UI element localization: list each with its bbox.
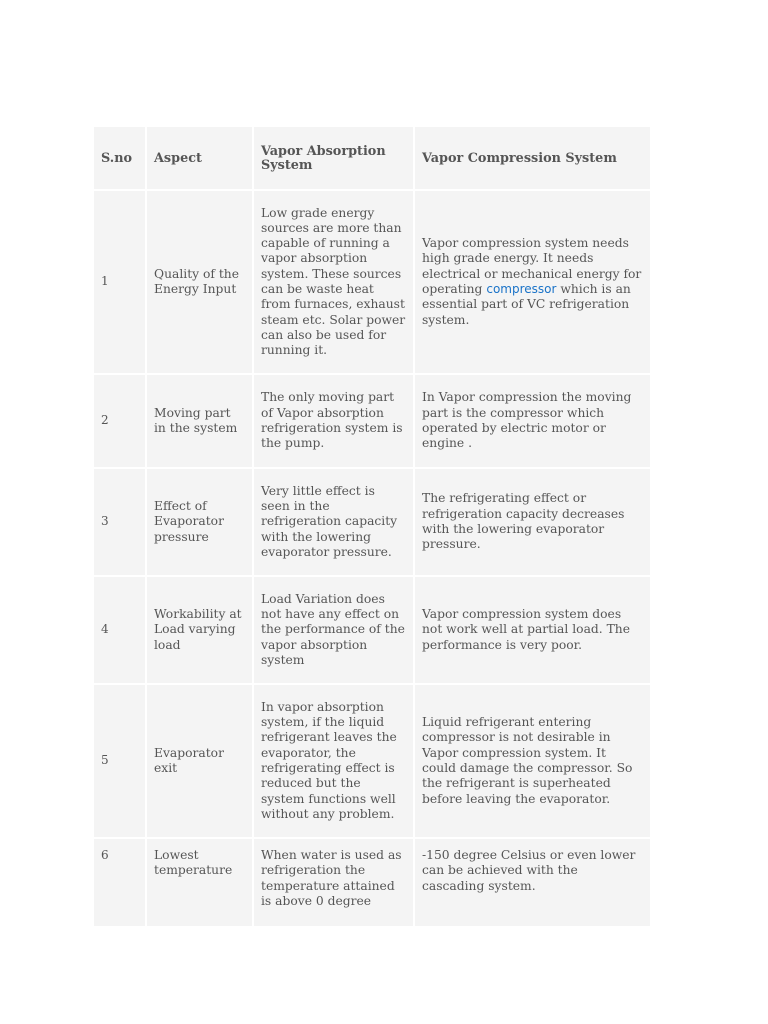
cell-compression: In Vapor compression the moving part is the compressor which operated by electric motor or engine . [414, 374, 650, 468]
cell-compression: Vapor compression system does not work well at partial load. The performance is very poor. [414, 576, 650, 684]
cell-sno: 6 [94, 838, 146, 927]
table-row [94, 468, 650, 576]
cell-compression: Liquid refrigerant entering compressor is not desirable in Vapor compression system. It could damage the compressor. So the refrigerant is superheated before leaving the evaporator. [414, 684, 650, 838]
cell-aspect: Moving part in the system [146, 374, 253, 468]
table-header-row [94, 127, 650, 190]
cell-sno: 5 [94, 684, 146, 838]
cell-absorption: When water is used as refrigeration the temperature attained is above 0 degree [253, 838, 414, 927]
header-sno: S.no [94, 127, 146, 190]
cell-sno: 1 [94, 190, 146, 374]
cell-compression: The refrigerating effect or refrigeration capacity decreases with the lowering evaporator pressure. [414, 468, 650, 576]
comparison-table [94, 127, 650, 928]
cell-absorption: The only moving part of Vapor absorption refrigeration system is the pump. [253, 374, 414, 468]
cell-compression-text-post: which is an essential part of VC refrigeration system. [422, 282, 631, 327]
cell-sno: 2 [94, 374, 146, 468]
cell-aspect: Lowest temperature [146, 838, 253, 927]
table-row [94, 684, 650, 838]
cell-aspect: Quality of the Energy Input [146, 190, 253, 374]
table-row [94, 374, 650, 468]
header-compression: Vapor Compression System [414, 127, 650, 190]
cell-compression: -150 degree Celsius or even lower can be achieved with the cascading system. [414, 838, 650, 927]
cell-aspect: Workability at Load varying load [146, 576, 253, 684]
header-absorption: Vapor Absorption System [253, 127, 414, 190]
cell-sno: 3 [94, 468, 146, 576]
cell-aspect: Effect of Evaporator pressure [146, 468, 253, 576]
cell-aspect: Evaporator exit [146, 684, 253, 838]
cell-sno: 4 [94, 576, 146, 684]
cell-compression-text-pre: Vapor compression system needs high grade energy. It needs electrical or mechanical energy for operating [422, 236, 642, 296]
cell-absorption: Load Variation does not have any effect on the performance of the vapor absorption system [253, 576, 414, 684]
table-row [94, 838, 650, 927]
cell-absorption: Very little effect is seen in the refrigeration capacity with the lowering evaporator pressure. [253, 468, 414, 576]
comparison-table-container [94, 127, 650, 928]
header-aspect: Aspect [146, 127, 253, 190]
cell-absorption: In vapor absorption system, if the liquid refrigerant leaves the evaporator, the refrigerating effect is reduced but the system functions well without any problem. [253, 684, 414, 838]
table-row [94, 190, 650, 374]
cell-absorption: Low grade energy sources are more than capable of running a vapor absorption system. These sources can be waste heat from furnaces, exhaust steam etc. Solar power can also be used for running it. [253, 190, 414, 374]
table-row [94, 576, 650, 684]
cell-compression [414, 190, 650, 374]
compressor-link[interactable]: compressor [486, 282, 557, 296]
